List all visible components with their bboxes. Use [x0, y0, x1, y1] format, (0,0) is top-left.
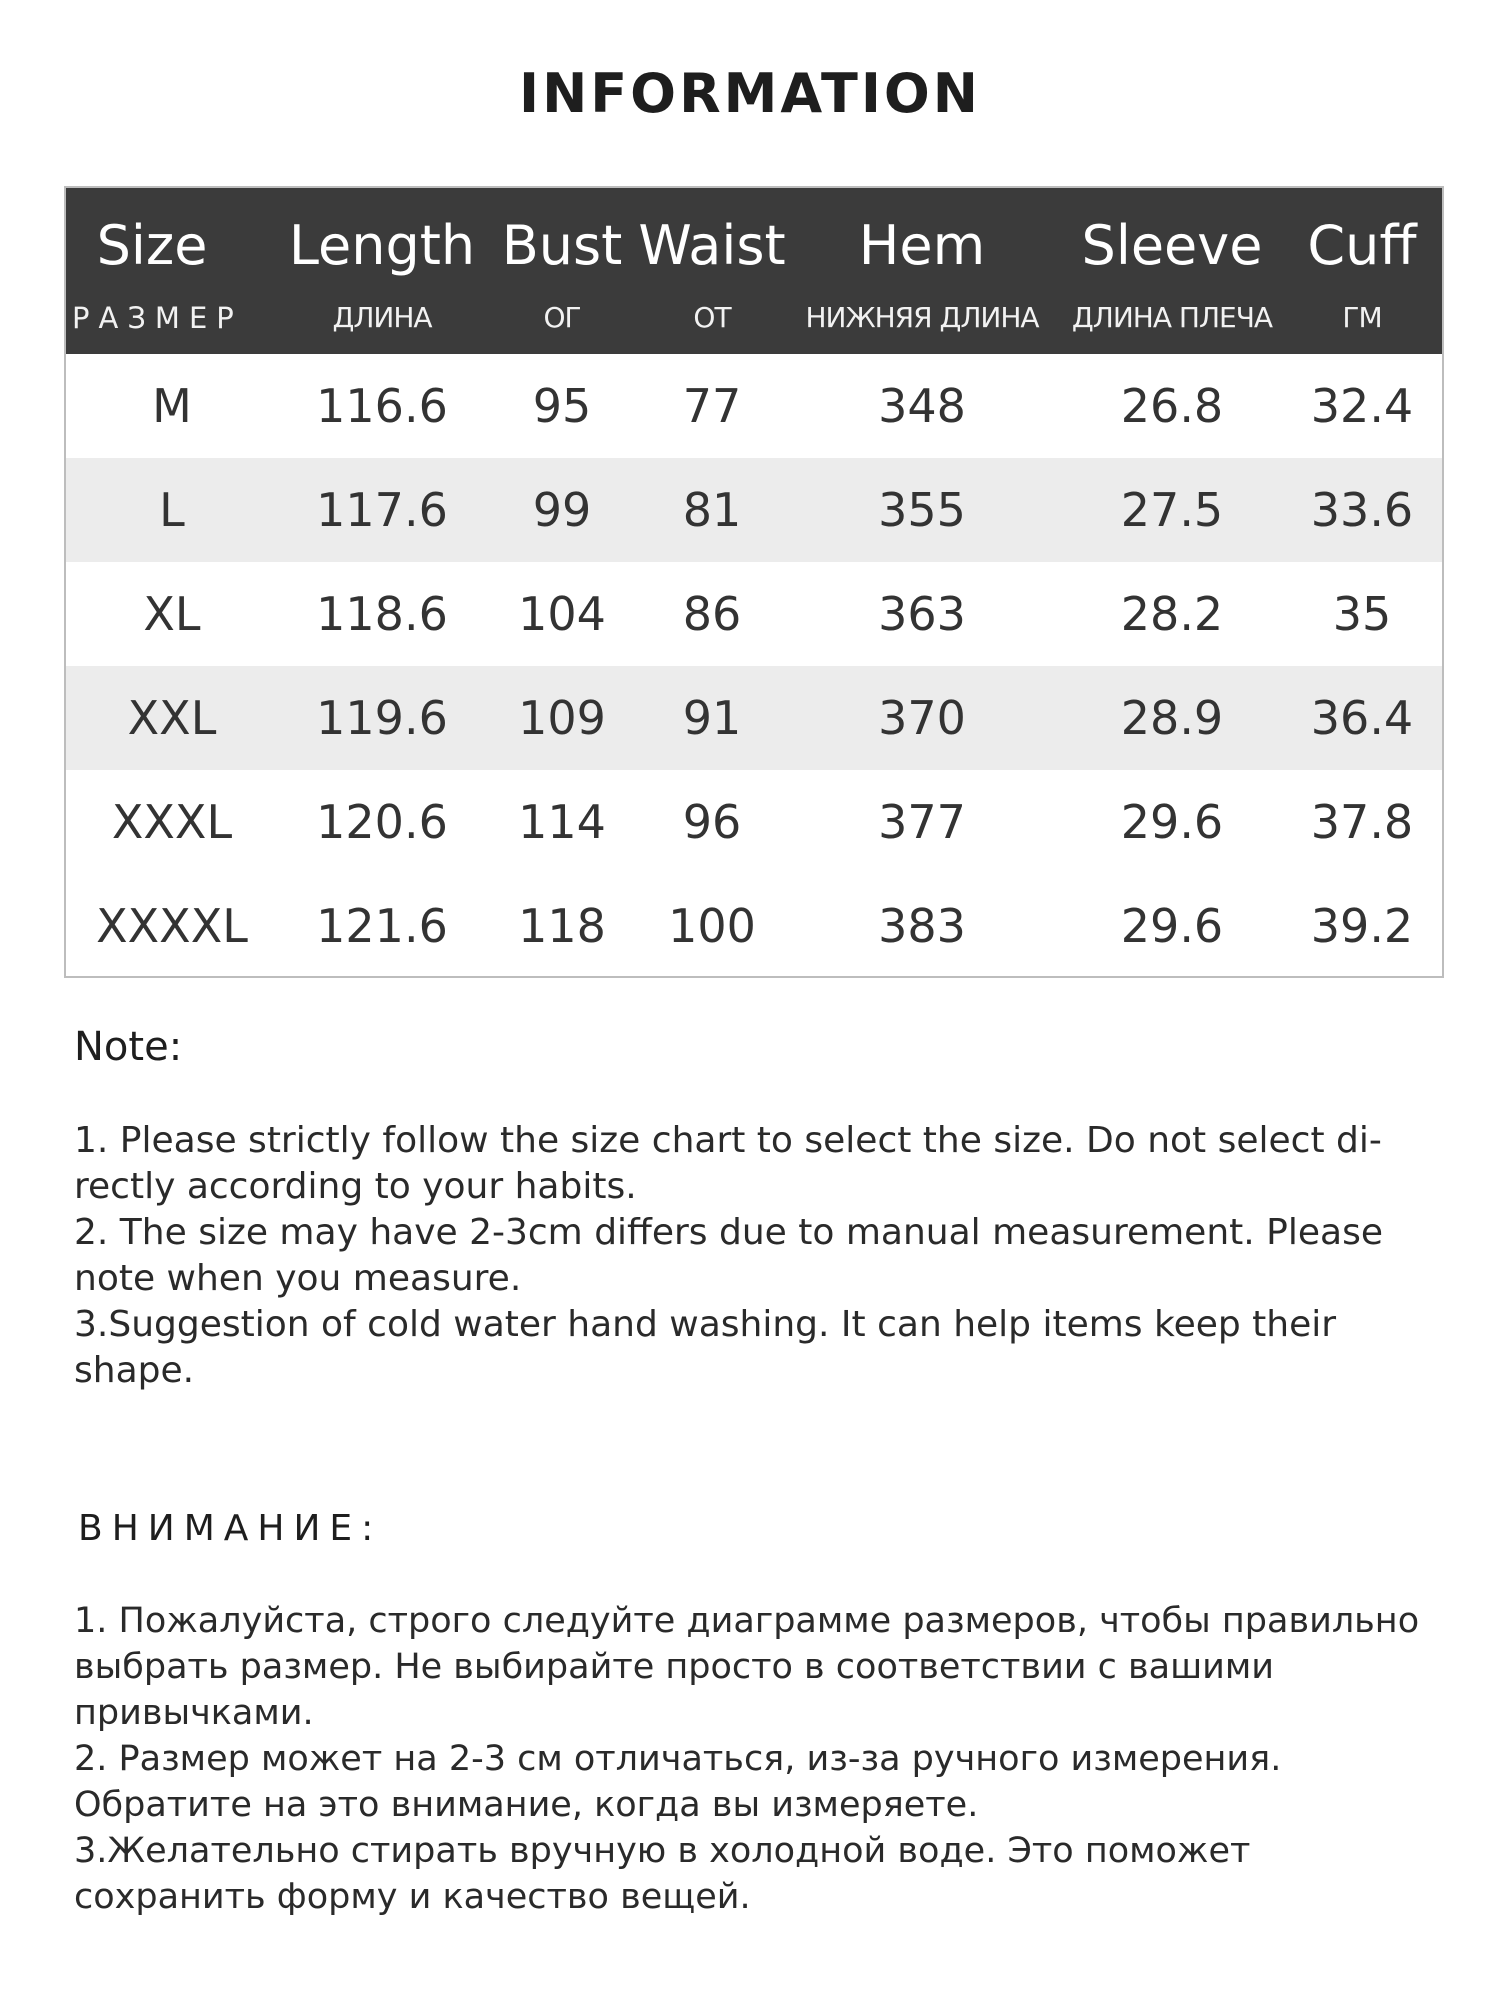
table-row — [66, 562, 1442, 666]
note-title: Note: — [74, 1024, 183, 1070]
cell-length: 118.6 — [316, 587, 448, 641]
note-item: 2. The size may have 2-3cm differs due to manual measurement. Please note when you measure. — [74, 1212, 1383, 1299]
cell-sleeve: 27.5 — [1120, 483, 1224, 537]
header-label: Sleeve — [1081, 214, 1263, 277]
header-sublabel: ДЛИНА — [332, 301, 432, 334]
cell-length: 116.6 — [316, 379, 448, 433]
header-label: Cuff — [1307, 214, 1417, 277]
note-item: 3.Suggestion of cold water hand washing. It can help items keep their shape. — [74, 1304, 1337, 1391]
header-sublabel: ОГ — [543, 301, 581, 334]
cell-waist: 91 — [682, 691, 742, 745]
cell-hem: 383 — [878, 899, 966, 953]
cell-size: XL — [143, 587, 201, 641]
note-list — [74, 1118, 1434, 1394]
cell-size: XXXXL — [96, 899, 248, 953]
cell-size: M — [152, 379, 192, 433]
header-size — [72, 188, 243, 354]
cell-length: 119.6 — [316, 691, 448, 745]
cell-bust: 109 — [518, 691, 606, 745]
table-header — [66, 188, 1442, 354]
cell-size: XXL — [127, 691, 217, 745]
cell-cuff: 36.4 — [1310, 691, 1414, 745]
header-sublabel: ГМ — [1342, 301, 1382, 334]
cell-sleeve: 29.6 — [1120, 795, 1224, 849]
header-bust — [482, 188, 642, 354]
header-sublabel: РАЗМЕР — [72, 301, 243, 335]
cell-length: 120.6 — [316, 795, 448, 849]
table-row — [66, 666, 1442, 770]
note-ru-item: 3.Желательно стирать вручную в холодной воде. Это поможет сохранить форму и качество вещей. — [74, 1831, 1251, 1917]
cell-hem: 348 — [878, 379, 966, 433]
cell-waist: 100 — [668, 899, 756, 953]
header-cuff — [1282, 188, 1442, 354]
header-sublabel: НИЖНЯЯ ДЛИНА — [805, 301, 1039, 334]
cell-length: 117.6 — [316, 483, 448, 537]
header-label: Size — [96, 214, 208, 277]
note-ru-list — [74, 1598, 1444, 1920]
cell-bust: 104 — [518, 587, 606, 641]
header-sublabel: ОТ — [693, 301, 731, 334]
cell-bust: 95 — [532, 379, 592, 433]
header-label: Bust — [501, 214, 623, 277]
note-ru-item: 2. Размер может на 2-3 см отличаться, из-за ручного измерения. Обратите на это внимание, когда вы измеряете. — [74, 1739, 1282, 1825]
cell-bust: 118 — [518, 899, 606, 953]
cell-waist: 96 — [682, 795, 742, 849]
table-row — [66, 458, 1442, 562]
table-row — [66, 354, 1442, 458]
cell-waist: 81 — [682, 483, 742, 537]
cell-cuff: 33.6 — [1310, 483, 1414, 537]
cell-length: 121.6 — [316, 899, 448, 953]
header-length — [282, 188, 482, 354]
table-row — [66, 770, 1442, 874]
cell-sleeve: 28.9 — [1120, 691, 1224, 745]
cell-cuff: 39.2 — [1310, 899, 1414, 953]
cell-cuff: 37.8 — [1310, 795, 1414, 849]
cell-hem: 377 — [878, 795, 966, 849]
header-hem — [802, 188, 1042, 354]
cell-hem: 363 — [878, 587, 966, 641]
cell-hem: 370 — [878, 691, 966, 745]
cell-cuff: 32.4 — [1310, 379, 1414, 433]
header-label: Hem — [858, 214, 986, 277]
cell-sleeve: 29.6 — [1120, 899, 1224, 953]
cell-hem: 355 — [878, 483, 966, 537]
header-sublabel: ДЛИНА ПЛЕЧА — [1071, 301, 1273, 334]
cell-sleeve: 26.8 — [1120, 379, 1224, 433]
cell-size: L — [159, 483, 185, 537]
header-label: Waist — [638, 214, 786, 277]
cell-cuff: 35 — [1332, 587, 1392, 641]
size-chart-table — [64, 186, 1444, 978]
header-label: Length — [288, 214, 476, 277]
note-ru-title: ВНИМАНИЕ: — [78, 1508, 383, 1549]
page-title: INFORMATION — [518, 62, 982, 125]
cell-size: XXXL — [111, 795, 233, 849]
note-ru-item: 1. Пожалуйста, строго следуйте диаграмме размеров, чтобы правильно выбрать размер. Не выбирайте просто в соответствии с вашими привычками. — [74, 1601, 1420, 1733]
cell-waist: 86 — [682, 587, 742, 641]
header-waist — [632, 188, 792, 354]
cell-bust: 114 — [518, 795, 606, 849]
cell-bust: 99 — [532, 483, 592, 537]
header-sleeve — [1052, 188, 1292, 354]
cell-sleeve: 28.2 — [1120, 587, 1224, 641]
cell-waist: 77 — [682, 379, 742, 433]
table-row — [66, 874, 1442, 978]
note-item: 1. Please strictly follow the size chart to select the size. Do not select di-rectly according to your habits. — [74, 1120, 1382, 1207]
